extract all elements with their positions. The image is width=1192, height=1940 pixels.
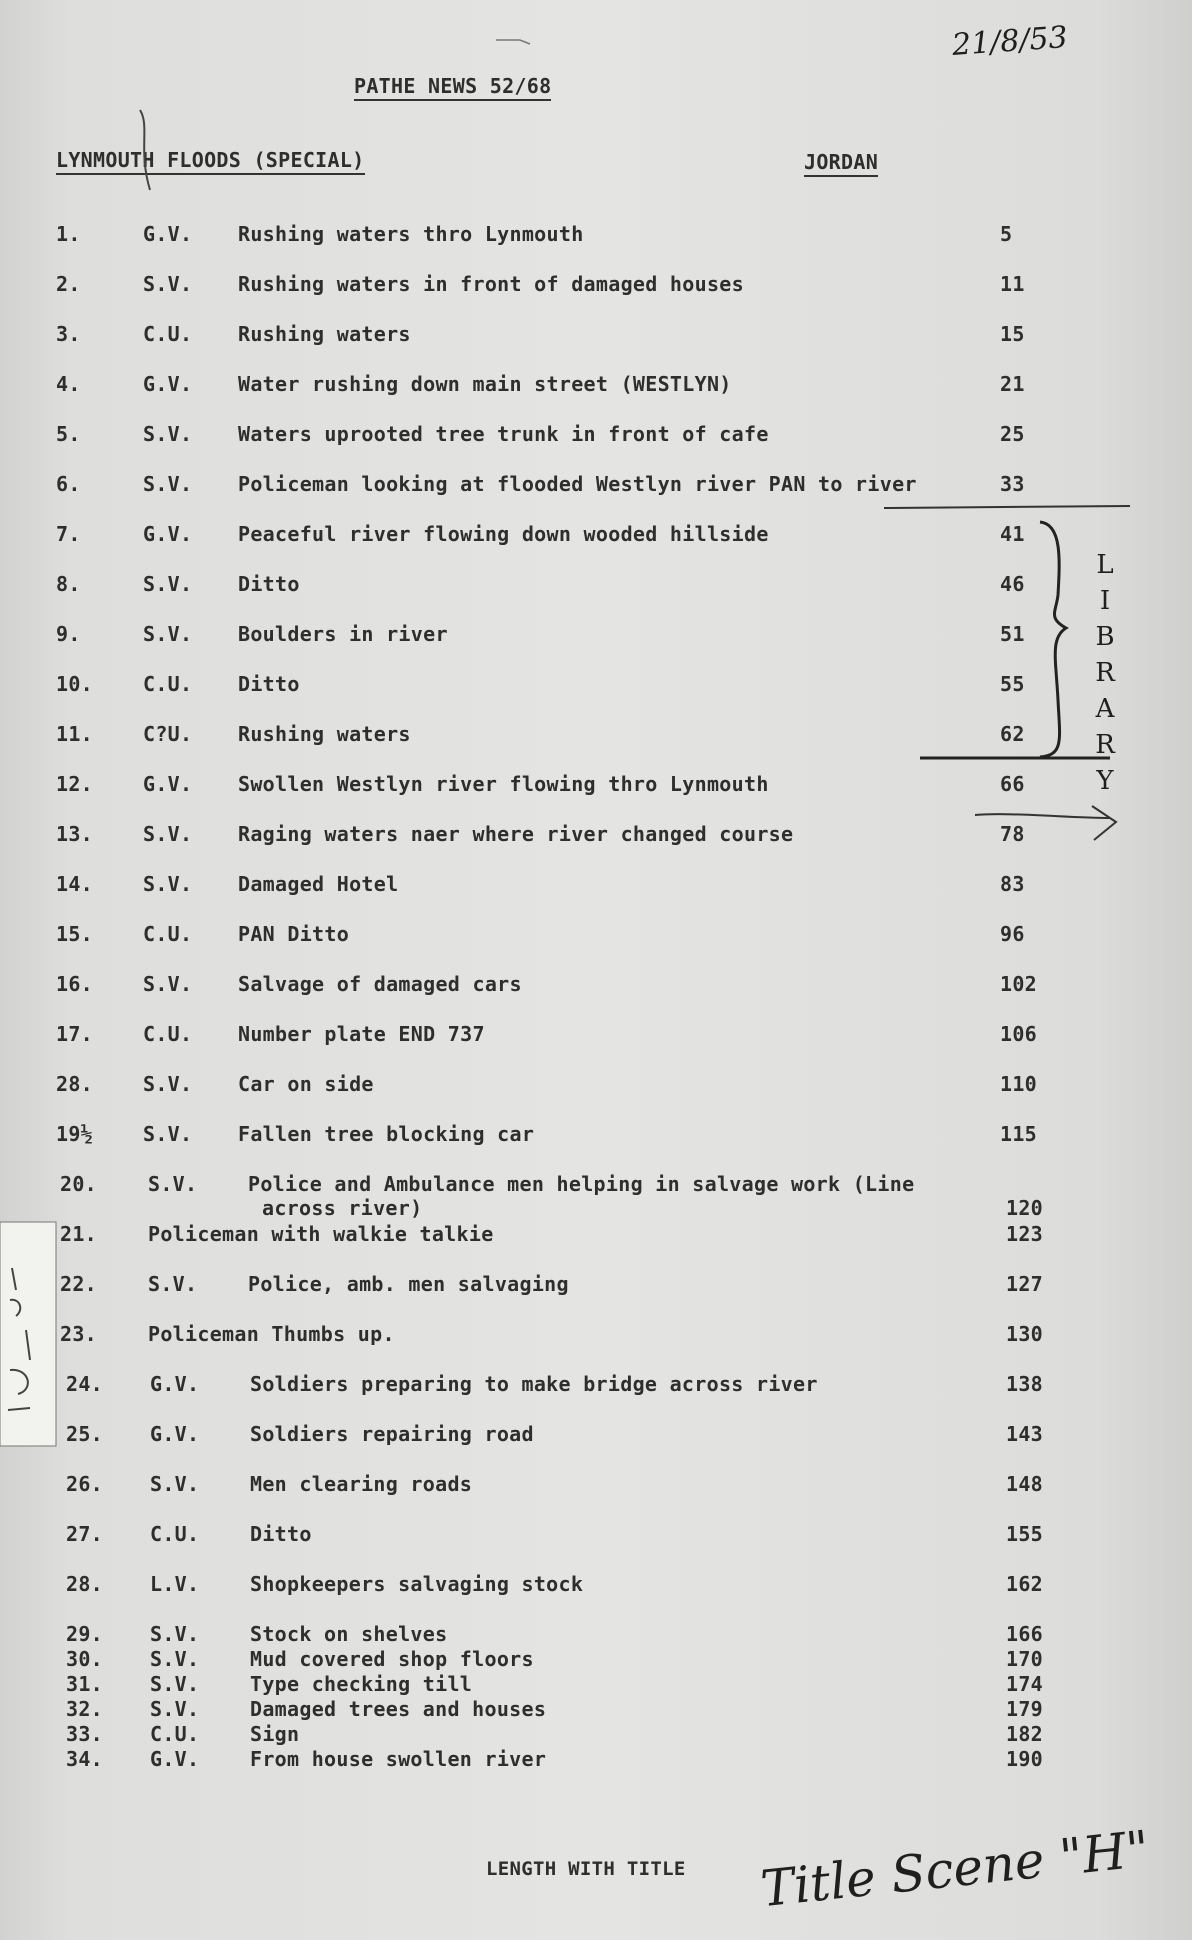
shot-footage: 127 <box>1006 1272 1044 1296</box>
shot-number: 17. <box>56 1022 94 1046</box>
shot-footage: 143 <box>1006 1422 1044 1446</box>
shot-footage: 123 <box>1006 1222 1044 1246</box>
shot-number: 7. <box>56 522 81 546</box>
shot-description: Soldiers repairing road <box>250 1422 534 1446</box>
shot-footage: 102 <box>1000 972 1038 996</box>
shot-description: Policeman Thumbs up. <box>148 1322 395 1346</box>
shot-footage: 106 <box>1000 1022 1038 1046</box>
shot-type: S.V. <box>150 1472 200 1496</box>
shot-footage: 138 <box>1006 1372 1044 1396</box>
shot-number: 3. <box>56 322 81 346</box>
shot-description: Ditto <box>238 572 300 596</box>
shot-number: 5. <box>56 422 81 446</box>
document-title: PATHE NEWS 52/68 <box>354 74 551 101</box>
shot-description: PAN Ditto <box>238 922 350 946</box>
shot-number: 32. <box>66 1697 104 1721</box>
shot-description: Fallen tree blocking car <box>238 1122 535 1146</box>
shot-description: Police, amb. men salvaging <box>248 1272 569 1296</box>
shot-description: Number plate END 737 <box>238 1022 485 1046</box>
bracket-top-line <box>884 506 1130 508</box>
shot-type: L.V. <box>150 1572 200 1596</box>
shot-footage: 25 <box>1000 422 1025 446</box>
shot-number: 33. <box>66 1722 104 1746</box>
arrow-head <box>1092 806 1116 840</box>
shot-number: 11. <box>56 722 94 746</box>
story-title: LYNMOUTH FLOODS (SPECIAL) <box>56 148 365 175</box>
shot-footage: 148 <box>1006 1472 1044 1496</box>
shot-type: C.U. <box>143 1022 193 1046</box>
shot-footage: 55 <box>1000 672 1025 696</box>
shot-description: Rushing waters in front of damaged houses <box>238 272 744 296</box>
shot-type: C.U. <box>143 672 193 696</box>
shot-type: S.V. <box>150 1697 200 1721</box>
shot-type: G.V. <box>150 1747 200 1771</box>
shot-number: 20. <box>60 1172 98 1196</box>
shot-type: S.V. <box>143 572 193 596</box>
shot-description: Swollen Westlyn river flowing thro Lynmouth <box>238 772 769 796</box>
shot-description: Policeman with walkie talkie <box>148 1222 494 1246</box>
shot-type: S.V. <box>143 972 193 996</box>
shot-type: G.V. <box>150 1422 200 1446</box>
shot-type: C.U. <box>150 1722 200 1746</box>
shot-description: Police and Ambulance men helping in salvage work (Line <box>248 1172 915 1196</box>
shot-footage: 110 <box>1000 1072 1038 1096</box>
shot-type: S.V. <box>143 272 193 296</box>
shot-footage: 62 <box>1000 722 1025 746</box>
shot-number: 1. <box>56 222 81 246</box>
shot-number: 15. <box>56 922 94 946</box>
shot-description: Type checking till <box>250 1672 473 1696</box>
shot-type: S.V. <box>143 1072 193 1096</box>
attached-slip <box>0 1222 56 1446</box>
shot-type: S.V. <box>143 822 193 846</box>
shot-number: 13. <box>56 822 94 846</box>
shot-description: Damaged trees and houses <box>250 1697 547 1721</box>
shot-footage: 15 <box>1000 322 1025 346</box>
shot-type: S.V. <box>150 1672 200 1696</box>
shot-type: G.V. <box>143 222 193 246</box>
shot-description: Salvage of damaged cars <box>238 972 522 996</box>
shot-number: 12. <box>56 772 94 796</box>
shot-number: 16. <box>56 972 94 996</box>
shot-type: S.V. <box>150 1622 200 1646</box>
shot-footage: 120 <box>1006 1196 1044 1220</box>
shot-type: S.V. <box>148 1172 198 1196</box>
shot-type: S.V. <box>150 1647 200 1671</box>
shot-number: 30. <box>66 1647 104 1671</box>
shot-number: 9. <box>56 622 81 646</box>
shot-footage: 182 <box>1006 1722 1044 1746</box>
shot-number: 25. <box>66 1422 104 1446</box>
shot-type: G.V. <box>143 522 193 546</box>
shot-footage: 130 <box>1006 1322 1044 1346</box>
pen-mark <box>496 40 530 44</box>
cameraman-name: JORDAN <box>804 150 878 177</box>
pen-stroke <box>140 110 150 190</box>
shot-description: Rushing waters <box>238 322 411 346</box>
shot-type: S.V. <box>143 422 193 446</box>
shot-description: Waters uprooted tree trunk in front of cafe <box>238 422 769 446</box>
shot-footage: 78 <box>1000 822 1025 846</box>
handwritten-title-note: Title Scene "H" <box>758 1819 1153 1919</box>
length-label: LENGTH WITH TITLE <box>486 1858 686 1880</box>
shot-description: Stock on shelves <box>250 1622 448 1646</box>
shot-type: S.V. <box>143 872 193 896</box>
shot-footage: 174 <box>1006 1672 1044 1696</box>
shot-number: 14. <box>56 872 94 896</box>
shot-number: 10. <box>56 672 94 696</box>
shot-number: 22. <box>60 1272 98 1296</box>
shot-description: Men clearing roads <box>250 1472 473 1496</box>
shot-footage: 170 <box>1006 1647 1044 1671</box>
shot-number: 8. <box>56 572 81 596</box>
shot-description: Rushing waters thro Lynmouth <box>238 222 584 246</box>
shot-footage: 66 <box>1000 772 1025 796</box>
shot-description: Ditto <box>238 672 300 696</box>
shot-type: S.V. <box>143 622 193 646</box>
shot-number: 28. <box>66 1572 104 1596</box>
shot-number: 27. <box>66 1522 104 1546</box>
shot-footage: 46 <box>1000 572 1025 596</box>
shot-footage: 190 <box>1006 1747 1044 1771</box>
shot-description: Ditto <box>250 1522 312 1546</box>
shot-number: 26. <box>66 1472 104 1496</box>
shot-type: G.V. <box>143 372 193 396</box>
shot-description: Sign <box>250 1722 300 1746</box>
shot-type: C?U. <box>143 722 193 746</box>
shot-number: 24. <box>66 1372 104 1396</box>
shot-footage: 41 <box>1000 522 1025 546</box>
shot-number: 28. <box>56 1072 94 1096</box>
shot-description: Water rushing down main street (WESTLYN) <box>238 372 732 396</box>
shot-type: G.V. <box>143 772 193 796</box>
shot-footage: 51 <box>1000 622 1025 646</box>
shot-number: 23. <box>60 1322 98 1346</box>
margin-library-note: LIBRARY <box>1090 550 1120 802</box>
shot-type: C.U. <box>143 922 193 946</box>
shot-footage: 179 <box>1006 1697 1044 1721</box>
shot-number: 4. <box>56 372 81 396</box>
shot-description: Damaged Hotel <box>238 872 399 896</box>
shot-footage: 115 <box>1000 1122 1038 1146</box>
shot-number: 19½ <box>56 1122 94 1146</box>
shot-type: G.V. <box>150 1372 200 1396</box>
shot-type: C.U. <box>143 322 193 346</box>
shot-footage: 155 <box>1006 1522 1044 1546</box>
shot-description: Mud covered shop floors <box>250 1647 534 1671</box>
shot-footage: 166 <box>1006 1622 1044 1646</box>
shot-footage: 11 <box>1000 272 1025 296</box>
handwritten-date: 21/8/53 <box>950 20 1069 63</box>
shot-number: 2. <box>56 272 81 296</box>
shot-description-continued: across river) <box>262 1196 423 1220</box>
shot-type: S.V. <box>143 1122 193 1146</box>
shot-footage: 96 <box>1000 922 1025 946</box>
curly-brace <box>1040 522 1066 757</box>
shot-footage: 33 <box>1000 472 1025 496</box>
arrow-line <box>975 814 1110 818</box>
shot-number: 29. <box>66 1622 104 1646</box>
shot-number: 6. <box>56 472 81 496</box>
shot-type: C.U. <box>150 1522 200 1546</box>
shot-type: S.V. <box>143 472 193 496</box>
shot-description: Soldiers preparing to make bridge across river <box>250 1372 818 1396</box>
shot-number: 21. <box>60 1222 98 1246</box>
shot-description: Raging waters naer where river changed course <box>238 822 794 846</box>
shot-description: Rushing waters <box>238 722 411 746</box>
shot-type: S.V. <box>148 1272 198 1296</box>
shot-footage: 83 <box>1000 872 1025 896</box>
shot-description: Shopkeepers salvaging stock <box>250 1572 584 1596</box>
shot-footage: 162 <box>1006 1572 1044 1596</box>
shot-number: 31. <box>66 1672 104 1696</box>
shot-description: Boulders in river <box>238 622 448 646</box>
shot-description: Peaceful river flowing down wooded hillside <box>238 522 769 546</box>
shot-number: 34. <box>66 1747 104 1771</box>
shot-description: From house swollen river <box>250 1747 547 1771</box>
shot-footage: 5 <box>1000 222 1013 246</box>
shot-description: Car on side <box>238 1072 374 1096</box>
shot-footage: 21 <box>1000 372 1025 396</box>
shot-description: Policeman looking at flooded Westlyn river PAN to river <box>238 472 917 496</box>
